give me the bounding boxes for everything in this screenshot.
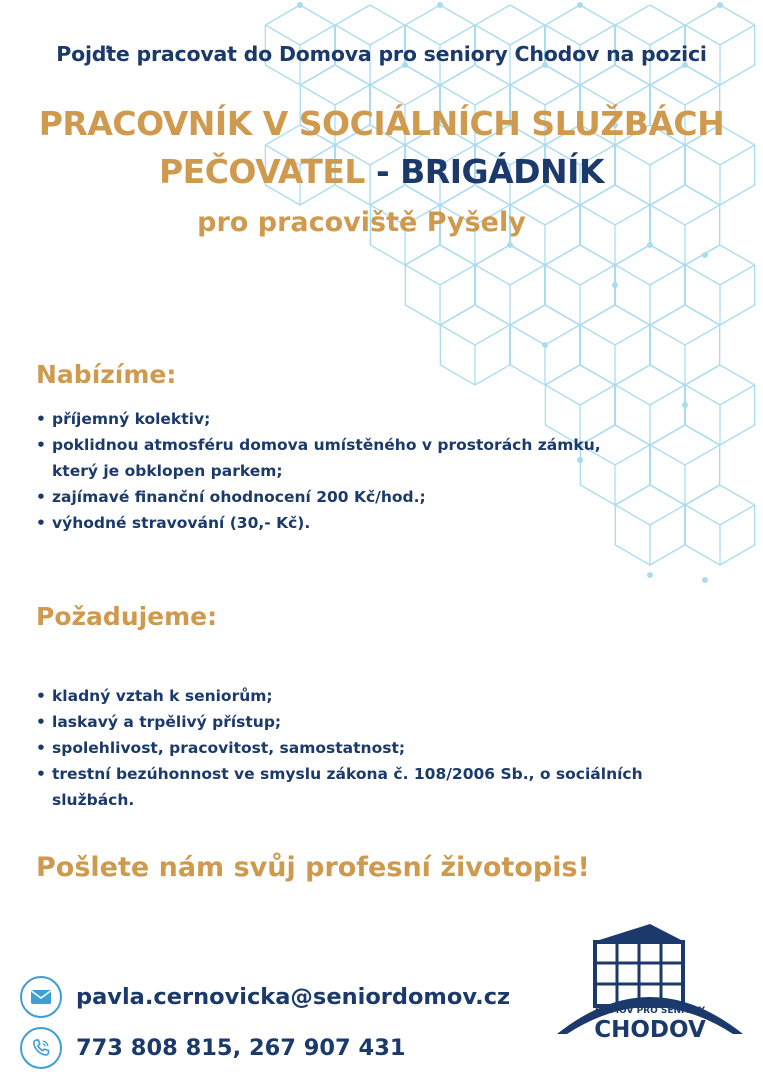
job-title — [0, 100, 763, 196]
logo-title: CHODOV — [594, 1017, 706, 1043]
list-item: • zajímavé finanční ohodnocení 200 Kč/hod.; — [36, 484, 676, 510]
list-item: • spolehlivost, pracovitost, samostatnost; — [36, 735, 676, 761]
email-link[interactable]: pavla.cernovicka@seniordomov.cz — [76, 984, 511, 1010]
phone-icon — [20, 1027, 62, 1069]
envelope-icon — [20, 976, 62, 1018]
offer-list — [36, 406, 676, 536]
job-title-line1: PRACOVNÍK V SOCIÁLNÍCH SLUŽBÁCH — [38, 104, 725, 143]
phone-contact[interactable] — [20, 1027, 406, 1069]
chodov-logo — [555, 920, 745, 1050]
list-item: • trestní bezúhonnost ve smyslu zákona č. 108/2006 Sb., o sociálních službách. — [36, 761, 652, 813]
job-title-type: BRIGÁDNÍK — [400, 152, 604, 191]
offer-heading: Nabízíme: — [36, 360, 177, 389]
job-title-dash: - — [364, 152, 401, 191]
list-item: • kladný vztah k seniorům; — [36, 683, 676, 709]
phone-numbers[interactable]: 773 808 815, 267 907 431 — [76, 1035, 406, 1061]
list-item: • laskavý a trpělivý přístup; — [36, 709, 676, 735]
list-item: • příjemný kolektiv; — [36, 406, 676, 432]
intro-text: Pojďte pracovat do Domova pro seniory Chodov na pozici — [56, 42, 707, 66]
job-title-line2 — [0, 148, 763, 196]
requirements-list — [36, 683, 676, 813]
logo-subtitle: DOMOV PRO SENIORY — [594, 1006, 706, 1016]
requirements-heading: Požadujeme: — [36, 602, 218, 631]
job-title-position: PEČOVATEL — [158, 152, 365, 191]
list-item: • poklidnou atmosféru domova umístěného v prostorách zámku, který je obklopen parkem; — [36, 432, 612, 484]
email-contact[interactable] — [20, 976, 510, 1018]
workplace-subtitle: pro pracoviště Pyšely — [197, 207, 526, 238]
cta-text: Pošlete nám svůj profesní životopis! — [36, 852, 590, 883]
list-item: • výhodné stravování (30,- Kč). — [36, 510, 676, 536]
